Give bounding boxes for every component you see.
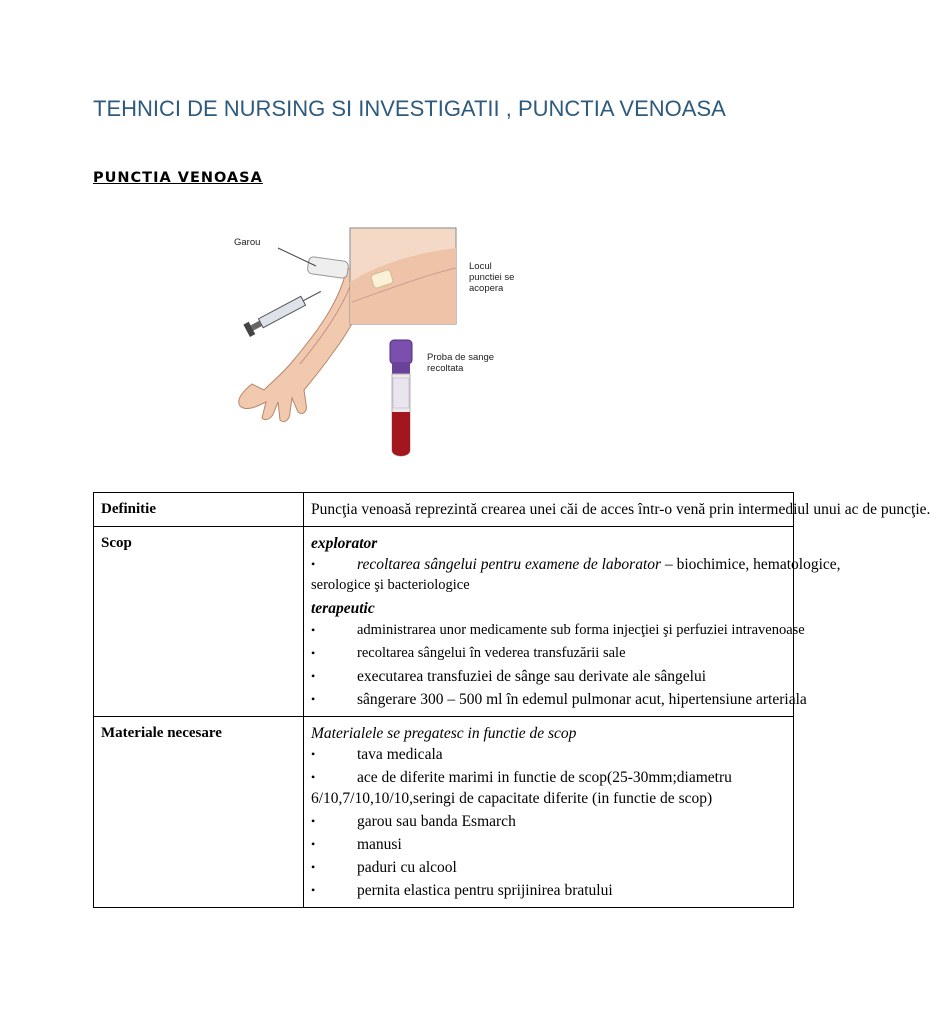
materiale-content <box>304 717 794 908</box>
tourniquet-pointer <box>278 248 316 266</box>
info-table <box>93 492 930 908</box>
explorator-heading: explorator <box>311 535 378 552</box>
explorator-item-rest: – biochimice, hematologice, <box>661 556 841 573</box>
list-item: • pernita elastica pentru sprijinirea bratului <box>311 880 786 901</box>
illustration-svg <box>222 222 532 466</box>
list-item: • administrarea unor medicamente sub forma injecţiei şi perfuziei intravenoase <box>311 620 786 641</box>
explorator-item-italic: recoltarea sângelui pentru examene de laborator <box>357 556 662 573</box>
label-site-3: acopera <box>469 283 504 294</box>
terapeutic-heading: terapeutic <box>311 600 375 617</box>
label-sample-2: recoltata <box>427 363 464 374</box>
row-label-materiale: Materiale necesare <box>94 717 304 908</box>
list-item: • tava medicala <box>311 744 786 765</box>
table-row-scop <box>94 527 794 717</box>
page-title: TEHNICI DE NURSING SI INVESTIGATII , PUNCTIA VENOASA <box>93 96 726 121</box>
list-item: • garou sau banda Esmarch <box>311 811 786 832</box>
label-sample-1: Proba de sange <box>427 352 495 363</box>
table-row-definitie <box>94 493 794 527</box>
table-row-materiale <box>94 717 794 908</box>
materiale-intro: Materialele se pregatesc in functie de scop <box>311 725 577 742</box>
list-item: • ace de diferite marimi in functie de scop(25-30mm;diametru <box>311 767 786 788</box>
label-site-1: Locul <box>469 261 492 272</box>
list-item: • sângerare 300 – 500 ml în edemul pulmonar acut, hipertensiune arteriala <box>311 689 786 710</box>
explorator-item-cont: serologice şi bacteriologice <box>311 577 470 593</box>
section-heading: PUNCTIA VENOASA <box>93 170 263 186</box>
label-site-2: punctiei se <box>469 272 515 283</box>
list-item: • executarea transfuziei de sânge sau derivate ale sângelui <box>311 666 786 687</box>
blood-tube-icon <box>390 340 412 456</box>
row-label-scop: Scop <box>94 527 304 717</box>
scop-content <box>304 527 841 717</box>
list-item: • paduri cu alcool <box>311 857 786 878</box>
venipuncture-illustration <box>222 222 532 466</box>
list-item-cont: 6/10,7/10,10/10,seringi de capacitate diferite (in functie de scop) <box>311 790 713 807</box>
tourniquet-band <box>307 256 349 278</box>
definitie-text: Puncţia venoasă reprezintă crearea unei căi de acces într-o venă prin intermediul unui ac de puncţie. <box>304 493 794 527</box>
list-item: • recoltarea sângelui în vederea transfuzării sale <box>311 643 786 664</box>
row-label-definitie: Definitie <box>94 493 304 527</box>
list-item <box>311 554 841 575</box>
syringe-icon <box>243 285 324 337</box>
list-item: • manusi <box>311 834 786 855</box>
label-tourniquet: Garou <box>234 237 261 248</box>
